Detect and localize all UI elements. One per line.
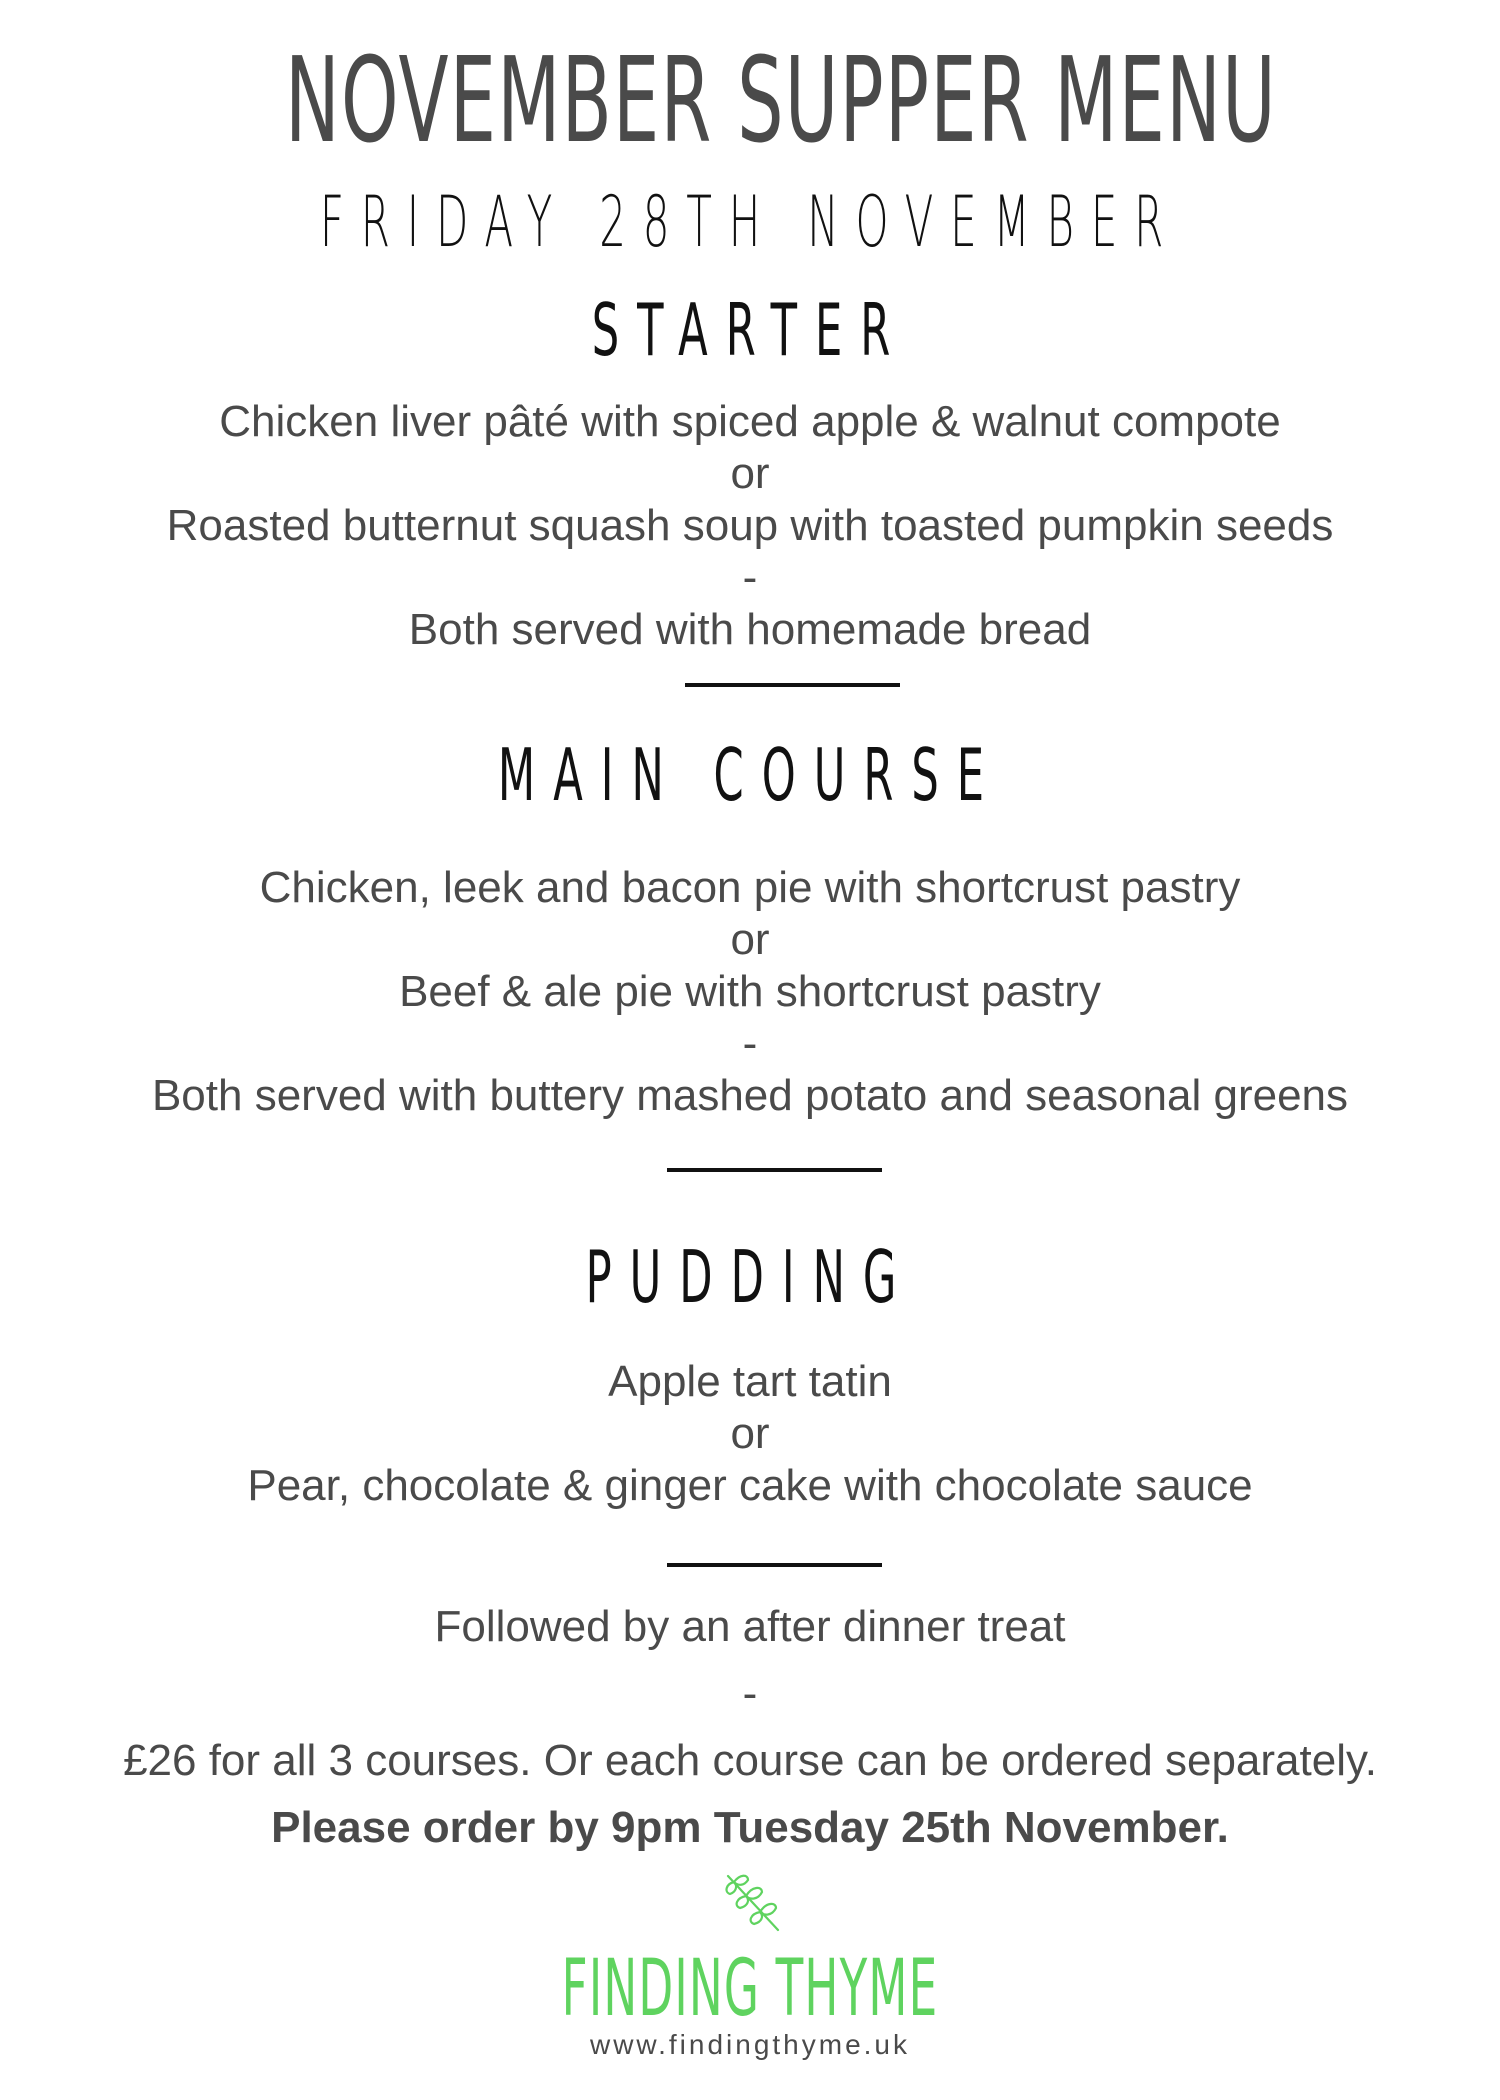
- divider-pudding: [667, 1563, 882, 1567]
- pudding-separator-or: or: [730, 1409, 770, 1458]
- main-item-1: Chicken, leek and bacon pie with shortcrust pastry: [259, 863, 1241, 912]
- pudding-item-2: Pear, chocolate & ginger cake with chocolate sauce: [247, 1461, 1253, 1510]
- section-heading-main-course: MAIN COURSE: [497, 733, 1003, 817]
- order-deadline: Please order by 9pm Tuesday 25th November.: [271, 1803, 1229, 1852]
- price-info: £26 for all 3 courses. Or each course can be ordered separately.: [123, 1736, 1377, 1785]
- menu-title: NOVEMBER SUPPER MENU: [285, 31, 1277, 169]
- starter-separator-or: or: [730, 449, 770, 498]
- divider-main: [667, 1168, 882, 1172]
- pudding-item-1: Apple tart tatin: [608, 1357, 892, 1406]
- starter-note: Both served with homemade bread: [408, 605, 1092, 654]
- starter-separator-dash: -: [742, 553, 758, 602]
- leaf-sprig-icon: [720, 1868, 790, 1938]
- main-item-2: Beef & ale pie with shortcrust pastry: [399, 967, 1101, 1016]
- main-separator-dash: -: [742, 1019, 758, 1068]
- starter-item-2: Roasted butternut squash soup with toasted pumpkin seeds: [166, 501, 1334, 550]
- after-dinner-treat: Followed by an after dinner treat: [434, 1602, 1066, 1651]
- section-heading-pudding: PUDDING: [585, 1235, 915, 1319]
- section-heading-starter: STARTER: [591, 288, 909, 372]
- footer-separator-dash: -: [742, 1669, 758, 1718]
- brand-logo-text: FINDING THYME: [561, 1944, 939, 2034]
- starter-item-1: Chicken liver pâté with spiced apple & walnut compote: [219, 397, 1281, 446]
- website-link[interactable]: www.findingthyme.uk: [589, 2029, 910, 2060]
- divider-starter: [685, 683, 900, 687]
- main-note: Both served with buttery mashed potato and seasonal greens: [151, 1071, 1349, 1120]
- main-separator-or: or: [730, 915, 770, 964]
- menu-date: FRIDAY 28TH NOVEMBER: [319, 181, 1181, 263]
